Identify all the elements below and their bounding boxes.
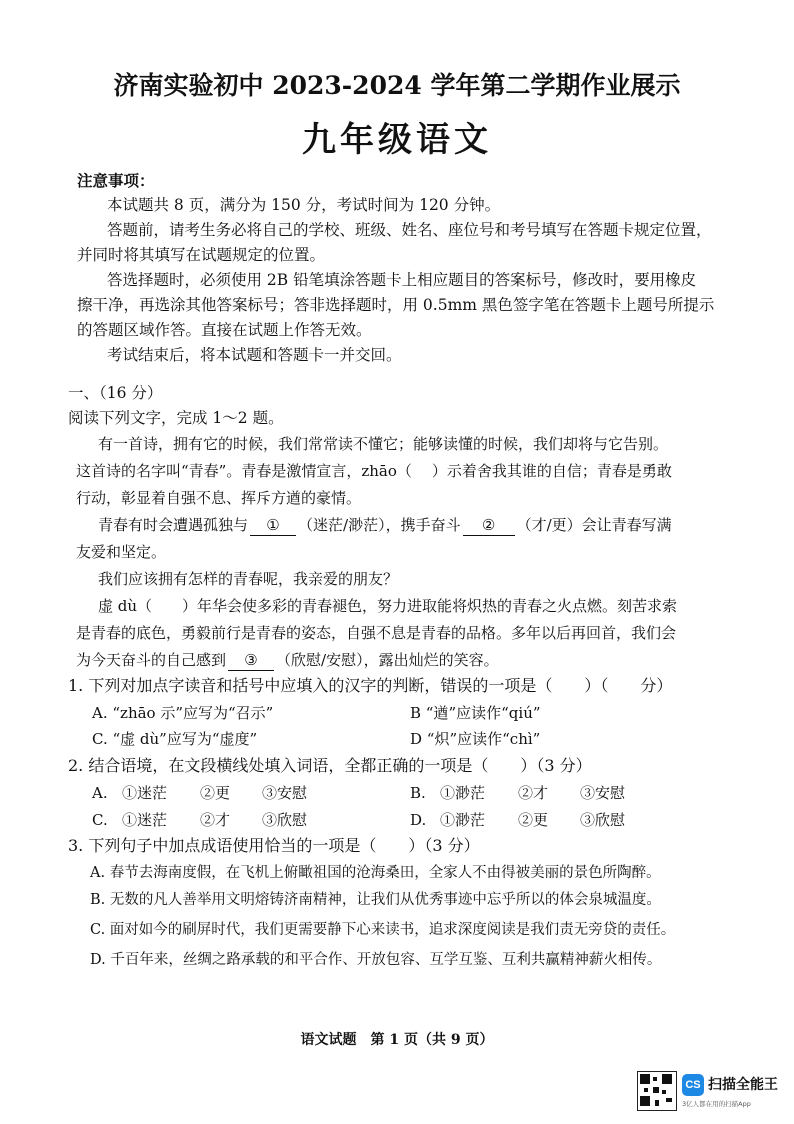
blank-2[interactable]: ② <box>463 515 515 536</box>
question-1-stem: 1. 下列对加点字读音和括号中应填入的汉字的判断，错误的一项是（ ）（ 分） <box>68 676 673 695</box>
scanner-app-name: 扫描全能王 <box>708 1077 778 1093</box>
passage-text: ）示着舍我其谁的自信；青春是勇敢 <box>431 462 672 480</box>
page-title: 九年级语文 <box>302 120 492 160</box>
passage-line-8: 是青春的底色，勇毅前行是青春的姿态，自强不息是青春的品格。多年以后再回首，我们会 <box>76 624 677 642</box>
qr-code-icon <box>637 1071 677 1111</box>
notice-line-2: 答题前，请考生务必将自己的学校、班级、姓名、座位号和考号填写在答题卡规定位置， <box>107 221 712 239</box>
question-2-stem: 2. 结合语境，在文段横线处填入词语，全都正确的一项是（ ）（3 分） <box>68 756 592 775</box>
passage-line-3: 行动，彰显着自强不息、挥斥方遒的豪情。 <box>76 489 362 507</box>
notice-line-4: 答选择题时，必须使用 2B 铅笔填涂答题卡上相应题目的答案标号，修改时，要用橡皮 <box>107 271 697 289</box>
q2-option-word: ①迷茫 <box>122 784 168 802</box>
notice-line-3: 并同时将其填写在试题规定的位置。 <box>77 246 326 264</box>
q1-option-a[interactable]: A. “zhāo 示”应写为“召示” <box>92 704 274 722</box>
q2-option-word: ①渺茫 <box>440 784 486 802</box>
passage-line-9 <box>76 650 499 671</box>
q3-option-c[interactable]: C. 面对如今的刷屏时代，我们更需要静下心来读书，追求深度阅读是我们责无旁贷的责任。 <box>90 922 676 938</box>
q1-option-d[interactable]: D “炽”应读作“chì” <box>410 730 541 748</box>
notice-heading: 注意事项： <box>77 171 155 190</box>
notice-line-1: 本试题共 8 页，满分为 150 分，考试时间为 120 分钟。 <box>107 196 501 214</box>
passage-text: 青春有时会遭遇孤独与 <box>98 516 249 534</box>
q3-option-b[interactable]: B. 无数的凡人善举用文明熔铸济南精神，让我们从优秀事迹中忘乎所以的体会泉城温度。 <box>90 892 661 908</box>
passage-text: 为今天奋斗的自己感到 <box>76 651 227 669</box>
cs-logo-icon: CS <box>682 1074 704 1096</box>
section-instruction: 阅读下列文字，完成 1～2 题。 <box>68 409 284 427</box>
passage-line-5: 友爱和坚定。 <box>76 543 167 561</box>
q2-option-letter: D. <box>410 811 427 829</box>
scanner-app-tagline: 3亿人都在用的扫描App <box>682 1100 751 1108</box>
school-title: 济南实验初中 2023-2024 学年第二学期作业展示 <box>113 71 681 100</box>
passage-line-4 <box>98 515 672 536</box>
q2-option-word: ③欣慰 <box>580 811 626 829</box>
q2-option-word: ②更 <box>518 811 549 829</box>
passage-text: （才/更）会让青春写满 <box>516 516 672 534</box>
q2-option-word: ③欣慰 <box>262 811 308 829</box>
q2-option-letter: B. <box>410 784 426 802</box>
q2-option-word: ③安慰 <box>580 784 626 802</box>
page-footer: 语文试题 第 1 页（共 9 页） <box>300 1032 494 1048</box>
blank-1[interactable]: ① <box>250 515 296 536</box>
q1-option-c[interactable]: C. “虚 dù”应写为“虚度” <box>92 730 258 748</box>
q2-option-letter: C. <box>92 811 108 829</box>
blank-3[interactable]: ③ <box>228 650 274 671</box>
q2-option-word: ①迷茫 <box>122 811 168 829</box>
section-heading: 一、（16 分） <box>68 384 163 402</box>
q3-option-d[interactable]: D. 千百年来，丝绸之路承载的和平合作、开放包容、互学互鉴、互利共赢精神薪火相传。 <box>90 952 662 968</box>
question-3-stem: 3. 下列句子中加点成语使用恰当的一项是（ ）（3 分） <box>68 836 480 855</box>
passage-line-6: 我们应该拥有怎样的青春呢，我亲爱的朋友？ <box>98 570 399 588</box>
q2-option-word: ③安慰 <box>262 784 308 802</box>
passage-text: （欣慰/安慰），露出灿烂的笑容。 <box>276 651 499 669</box>
passage-line-7: 虚 dù（ ）年华会使多彩的青春褪色，努力进取能将炽热的青春之火点燃。刻苦求索 <box>98 597 678 615</box>
q3-option-a[interactable]: A. 春节去海南度假，在飞机上俯瞰祖国的沧海桑田，全家人不由得被美丽的景色所陶醉。 <box>90 865 661 881</box>
notice-line-7: 考试结束后，将本试题和答题卡一并交回。 <box>107 346 402 364</box>
q2-option-word: ②更 <box>200 784 231 802</box>
q2-option-word: ①渺茫 <box>440 811 486 829</box>
passage-text: 这首诗的名字叫“青春”。青春是激情宣言，zhāo（ <box>76 462 412 480</box>
q2-option-word: ②才 <box>200 811 231 829</box>
q2-option-letter: A. <box>92 784 108 802</box>
passage-line-1: 有一首诗，拥有它的时候，我们常常读不懂它；能够读懂的时候，我们却将与它告别。 <box>98 435 669 453</box>
q2-option-word: ②才 <box>518 784 549 802</box>
q1-option-b[interactable]: B “遒”应读作“qiú” <box>410 704 541 722</box>
passage-line-2 <box>76 461 672 481</box>
passage-text: （迷茫/渺茫），携手奋斗 <box>298 516 461 534</box>
notice-line-5: 擦干净，再选涂其他答案标号；答非选择题时，用 0.5mm 黑色签字笔在答题卡上题号所提示 <box>77 296 715 314</box>
notice-line-6: 的答题区域作答。直接在试题上作答无效。 <box>77 321 372 339</box>
